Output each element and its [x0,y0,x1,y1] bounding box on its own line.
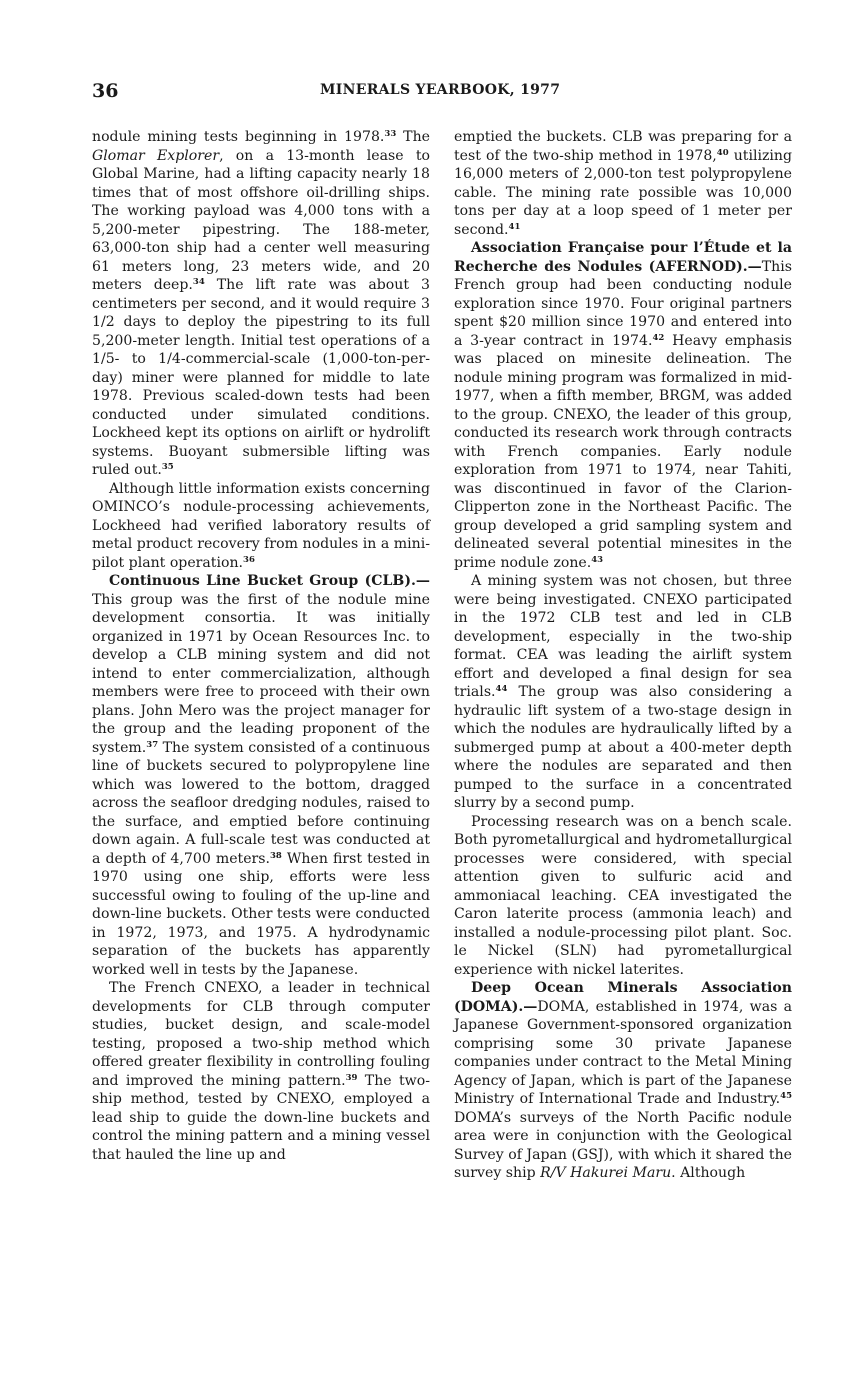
section-heading: Association Française pour l’Étude et la Recherche des Nodules (AFERNOD).— [454,240,792,275]
page-header [92,80,792,104]
text-run: . Although [671,1165,746,1181]
footnote-ref: 41 [508,221,521,232]
paragraph [454,813,792,980]
paragraph [454,572,792,813]
paragraph [92,979,430,1164]
running-title: MINERALS YEARBOOK, 1977 [320,82,561,98]
footnote-ref: 33 [384,129,397,139]
text-run: Processing research was on a bench scale. Both pyrometallurgical and hydrometallurgical processes were considered, with special attention given to sulfuric acid and ammoniacal leaching. CEA investigated the Caron laterite process (ammonia leach) and installed a nodule-processing pilot plant. Soc. le Nickel (SLN) had pyrometallurgical experience with nickel laterites. [454,813,792,978]
paragraph [92,480,430,573]
paragraph [454,128,792,239]
text-run: This group was the first of the nodule mine development consortia. It was initially organized in 1971 by Ocean Resources Inc. to develop a CLB mining system and did not intend to enter commercialization, although members were free to proceed with their own plans. John Mero was the project manager for the group and the leading proponent of the system. [92,591,430,756]
footnote-ref: 37 [146,739,159,750]
paragraph [454,979,792,1183]
page-number: 36 [92,80,119,102]
text-run: The French CNEXO, a leader in technical developments for CLB through computer studies, bucket design, and scale-model testing, proposed a two-ship method which offered greater flexibility in controlling fouling and improved the mining pattern. [92,980,430,1089]
text-run: The system consisted of a continuous line of buckets secured to polypropylene line which was lowered to the bottom, dragged across the seafloor dredging nodules, raised to the surface, and emptied before continuing down again. A full-scale test was conducted at a depth of 4,700 meters. [92,739,430,867]
text-run: DOMA, established in 1974, was a Japanese Government-sponsored organization comprising some 30 private Japanese companies under contract to the Metal Mining Agency of Japan, which is part of the Japanese Ministry of International Trade and Industry. [454,998,792,1107]
left-column [92,128,430,1164]
footnote-ref: 40 [716,147,729,158]
text-run: The lift rate was about 3 centimeters per second, and it would require 3 1/2 days to deploy the pipestring to its full 5,200-meter length. Initial test operations of a 1/5- to 1/4-commercial-scale (1,000-ton-per-day) miner were planned for middle to late 1978. Previous scaled-down tests had been conducted under simulated conditions. Lockheed kept its options on airlift or hydrolift systems. Buoyant submersible lifting was ruled out. [92,277,430,478]
footnote-ref: 44 [495,684,508,694]
paragraph [92,572,430,979]
text-run: When first tested in 1970 using one ship, efforts were less successful owing to fouling of the up-line and down-line buckets. Other tests were conducted in 1972, 1973, and 1975. A hydrodynamic separation of the buckets has apparently worked well in tests by the Japanese. [92,850,430,978]
text-run: emptied the buckets. CLB was preparing for a test of the two-ship method in 1978, [454,129,792,164]
text-run: The group was also considering a hydraulic lift system of a two-stage design in which the nodules are hydraulically lifted by a submerged pump at about a 400-meter depth where the nodules are separated and then pumped to the surface in a concentrated slurry by a second pump. [454,684,792,811]
paragraph [92,128,430,480]
right-column [454,128,792,1183]
ship-name: Glomar Explorer [92,147,220,164]
text-run: DOMA’s surveys of the North Pacific nodule area were in conjunction with the Geological Survey of Japan (GSJ), with which it shared the survey ship [454,1109,792,1181]
text-run: The two-ship method, tested by CNEXO, employed a lead ship to guide the down-line buckets and control the mining pattern and a mining vessel that hauled the line up and [92,1072,430,1163]
text-run: A mining system was not chosen, but three were being investigated. CNEXO participated in the 1972 CLB test and led in CLB development, especially in the two-ship format. CEA was leading the airlift system effort and developed a final design for sea trials. [454,573,792,700]
text-run: Although little information exists concerning OMINCO’s nodule-processing achievements, Lockheed had verified laboratory results of metal product recovery from nodules in a mini-pilot plant operation. [92,480,430,571]
footnote-ref: 43 [591,554,604,565]
footnote-ref: 34 [192,277,205,287]
footnote-ref: 38 [270,850,282,861]
text-run: nodule mining tests beginning in 1978. [92,129,385,145]
text-run: utilizing 16,000 meters of 2,000-ton test polypropylene cable. The mining rate possible was 10,000 tons per day at a loop speed of 1 meter per second. [454,147,793,238]
footnote-ref: 45 [780,1091,792,1101]
footnote-ref: 35 [161,462,174,472]
paragraph [454,239,792,572]
text-run: Heavy emphasis was placed on minesite delineation. The nodule mining program was formalized in mid-1977, when a fifth member, BRGM, was added to the group. CNEXO, the leader of this group, conducted its research work through contracts with French companies. Early nodule exploration from 1971 to 1974, near Tahiti, was discontinued in favor of the Clarion-Clipperton zone in the Northeast Pacific. The group developed a grid sampling system and delineated several potential minesites in the prime nodule zone. [454,332,792,571]
ship-name: R/V Hakurei Maru [540,1165,672,1181]
footnote-ref: 42 [652,332,665,343]
text-run: , on a 13-month lease to Global Marine, had a lifting capacity nearly 18 times that of most offshore oil-drilling ships. The working payload was 4,000 tons with a 5,200-meter pipestring. The 188-meter, 63,000-ton ship had a center well measuring 61 meters long, 23 meters wide, and 20 meters deep. [92,147,430,293]
text-run: This French group had been conducting nodule exploration since 1970. Four original partners spent $20 million since 1970 and entered into a 3-year contract in 1974. [454,258,792,349]
footnote-ref: 36 [243,554,255,565]
section-heading: Continuous Line Bucket Group (CLB).— [109,573,430,589]
text-run: The [396,129,430,145]
section-heading: Deep Ocean Minerals Association (DOMA).— [454,980,792,1015]
footnote-ref: 39 [345,1072,358,1083]
